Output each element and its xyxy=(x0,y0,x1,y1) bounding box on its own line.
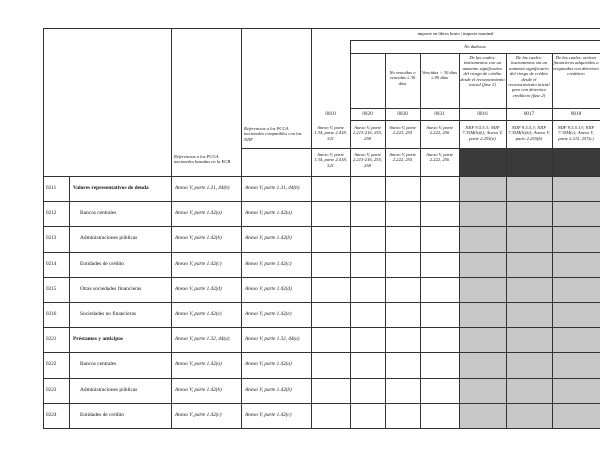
dark-header-band xyxy=(459,148,600,176)
row-ref-niif: Anexo V, parte 1.42(c) xyxy=(245,411,292,418)
data-cell[interactable] xyxy=(386,353,419,376)
row-ref-bce: Anexo V, parte 1.42(d) xyxy=(175,285,222,292)
column-ref-bce-0030: Anexo V, parte 2.222, 255 xyxy=(389,152,416,163)
data-cell[interactable] xyxy=(312,303,349,326)
row-ref-bce: Anexo V, parte 1.42(c) xyxy=(175,260,222,267)
data-cell[interactable] xyxy=(312,328,349,351)
row-code: 0215 xyxy=(46,285,57,292)
row-ref-bce: Anexo V, parte 1.32, 44(a) xyxy=(175,336,230,343)
data-cell[interactable] xyxy=(312,379,349,402)
row-ref-niif: Anexo V, parte 1.42(b) xyxy=(245,386,292,393)
row-code: 0224 xyxy=(46,411,57,418)
row-ref-bce: Anexo V, parte 1.42(a) xyxy=(175,361,222,368)
column-code-0031: 0031 xyxy=(434,111,445,117)
column-code-0030: 0030 xyxy=(397,111,408,117)
column-header-0030: No vencidas o vencidas ≤ 30 días xyxy=(389,70,416,86)
row-label: Bancos centrales xyxy=(80,361,117,368)
column-ref-niif-0010: Anexo V, parte 1.34, parte 2.418, 321 xyxy=(314,125,347,141)
col-ref-niif-header: Referencias a los PCGA nacionales compatibles con las NIIF xyxy=(244,126,302,142)
data-cell[interactable] xyxy=(312,404,349,427)
data-cell[interactable] xyxy=(351,278,384,301)
row-ref-bce: Anexo V, parte 1.42(c) xyxy=(175,411,222,418)
data-cell[interactable] xyxy=(386,303,419,326)
data-cell[interactable] xyxy=(312,177,349,200)
row-label: Entidades de crédito xyxy=(80,411,125,418)
row-label: Valores representativos de deuda xyxy=(73,185,149,191)
column-ref-niif-0017: NIIF 9.5.5.3; NIIF 7.35M(b)(ii); Anexo V, parte 2.255(b) xyxy=(508,125,550,141)
data-cell[interactable] xyxy=(312,253,349,276)
data-cell[interactable] xyxy=(421,379,458,402)
col-ref-bce-header: Referencias a los PCGA nacionales basadas en la ECB xyxy=(174,154,231,165)
row-code: 0222 xyxy=(46,361,57,368)
column-ref-bce-0010: Anexo V, parte 1.34, parte 2.418, 321 xyxy=(314,152,347,168)
data-cell[interactable] xyxy=(421,253,458,276)
row-code: 0211 xyxy=(46,185,57,191)
data-cell[interactable] xyxy=(386,177,419,200)
column-code-0010: 0010 xyxy=(325,111,336,117)
column-ref-niif-0020: Anexo V, parte 2.213-216, 255, 258 xyxy=(352,125,383,141)
row-ref-niif: Anexo V, parte 1.42(d) xyxy=(245,285,292,292)
column-header-0017: De las cuales: instrumentos sin un aumento significativo del riesgo de crédito desde el reconocimiento inicial pero con deterioro crediticio (fase 2) xyxy=(508,55,550,98)
column-ref-niif-0030: Anexo V, parte 2.222, 255 xyxy=(389,125,416,136)
row-code: 0214 xyxy=(46,260,57,267)
data-cell[interactable] xyxy=(351,353,384,376)
row-label: Bancos centrales xyxy=(80,210,117,217)
column-code-0016: 0016 xyxy=(477,111,488,117)
data-cell[interactable] xyxy=(386,227,419,250)
column-header-0016: De las cuales: instrumentos con un aumento significativo del riesgo de crédito desde el reconocimiento inicial (fase 2) xyxy=(460,55,505,88)
row-ref-niif: Anexo V, parte 1.42(a) xyxy=(245,210,292,217)
data-cell[interactable] xyxy=(421,227,458,250)
column-ref-niif-0031: Anexo V, parte 2.222, 256 xyxy=(426,125,453,136)
row-ref-bce: Anexo V, parte 1.31, 44(b) xyxy=(175,185,230,191)
data-cell[interactable] xyxy=(386,404,419,427)
data-cell[interactable] xyxy=(351,328,384,351)
row-ref-niif: Anexo V, parte 1.32, 44(a) xyxy=(245,336,300,343)
data-cell[interactable] xyxy=(351,177,384,200)
row-ref-bce: Anexo V, parte 1.42(b) xyxy=(175,386,222,393)
column-header-0018: De las cuales: activos financieros adquiridos u originados con deterioro crediticio xyxy=(553,55,599,77)
column-ref-niif-0016: NIIF 9.5.5.3; NIIF 7.35M(b)(i); Anexo V, parte 2.255(a) xyxy=(462,125,503,141)
data-cell[interactable] xyxy=(386,328,419,351)
row-ref-bce: Anexo V, parte 1.42(b) xyxy=(175,235,222,242)
data-cell[interactable] xyxy=(386,202,419,225)
data-cell[interactable] xyxy=(421,328,458,351)
row-code: 0212 xyxy=(46,210,57,217)
data-cell[interactable] xyxy=(351,227,384,250)
data-cell[interactable] xyxy=(351,379,384,402)
data-cell[interactable] xyxy=(386,379,419,402)
row-ref-bce: Anexo V, parte 1.42(e) xyxy=(175,311,222,317)
data-cell[interactable] xyxy=(351,202,384,225)
column-code-0018: 0018 xyxy=(570,111,582,117)
data-cell[interactable] xyxy=(421,177,458,200)
row-label: Sociedades no financieras xyxy=(80,311,136,317)
row-label: Administraciones públicas xyxy=(80,235,138,242)
column-header-0031: Vencidas > 30 días ≤ 90 días xyxy=(421,70,458,81)
data-cell[interactable] xyxy=(386,278,419,301)
subgroup-title: No dudosos xyxy=(464,44,486,49)
row-ref-niif: Anexo V, parte 1.42(c) xyxy=(245,260,292,267)
row-label: Préstamos y anticipos xyxy=(73,336,124,343)
data-cell[interactable] xyxy=(386,253,419,276)
data-cell[interactable] xyxy=(351,404,384,427)
data-cell[interactable] xyxy=(312,227,349,250)
row-label: Entidades de crédito xyxy=(80,260,125,267)
row-ref-niif: Anexo V, parte 1.42(e) xyxy=(245,311,292,317)
row-code: 0221 xyxy=(46,336,57,343)
data-cell[interactable] xyxy=(351,303,384,326)
data-cell[interactable] xyxy=(421,278,458,301)
data-cell[interactable] xyxy=(421,303,458,326)
row-label: Otras sociedades financieras xyxy=(80,285,142,292)
row-code: 0216 xyxy=(46,311,57,317)
data-cell[interactable] xyxy=(351,253,384,276)
column-ref-bce-0031: Anexo V, parte 2.222, 256 xyxy=(426,152,453,163)
group-title: importe en libros bruto | importe nominal xyxy=(417,31,494,36)
data-cell[interactable] xyxy=(421,202,458,225)
data-cell[interactable] xyxy=(421,404,458,427)
row-ref-niif: Anexo V, parte 1.31, 44(b) xyxy=(245,185,300,191)
column-code-0017: 0017 xyxy=(523,111,535,117)
data-cell[interactable] xyxy=(421,353,458,376)
row-code: 0223 xyxy=(46,386,57,393)
row-ref-niif: Anexo V, parte 1.42(b) xyxy=(245,235,292,242)
column-code-0020: 0020 xyxy=(362,111,373,117)
data-cell[interactable] xyxy=(312,353,349,376)
row-ref-niif: Anexo V, parte 1.42(a) xyxy=(245,361,292,368)
finrep-table xyxy=(43,28,600,428)
row-label: Administraciones públicas xyxy=(80,386,138,393)
column-ref-niif-0018: NIIF 9.5.5.13; NIIF 7.35M(c); Anexo V, parte 2.215, 257(c) xyxy=(557,125,595,141)
data-cell[interactable] xyxy=(312,202,349,225)
row-ref-bce: Anexo V, parte 1.42(a) xyxy=(175,210,222,217)
row-code: 0213 xyxy=(46,235,57,242)
data-cell[interactable] xyxy=(312,278,349,301)
column-ref-bce-0020: Anexo V, parte 2.213-216, 255, 258 xyxy=(352,152,383,168)
